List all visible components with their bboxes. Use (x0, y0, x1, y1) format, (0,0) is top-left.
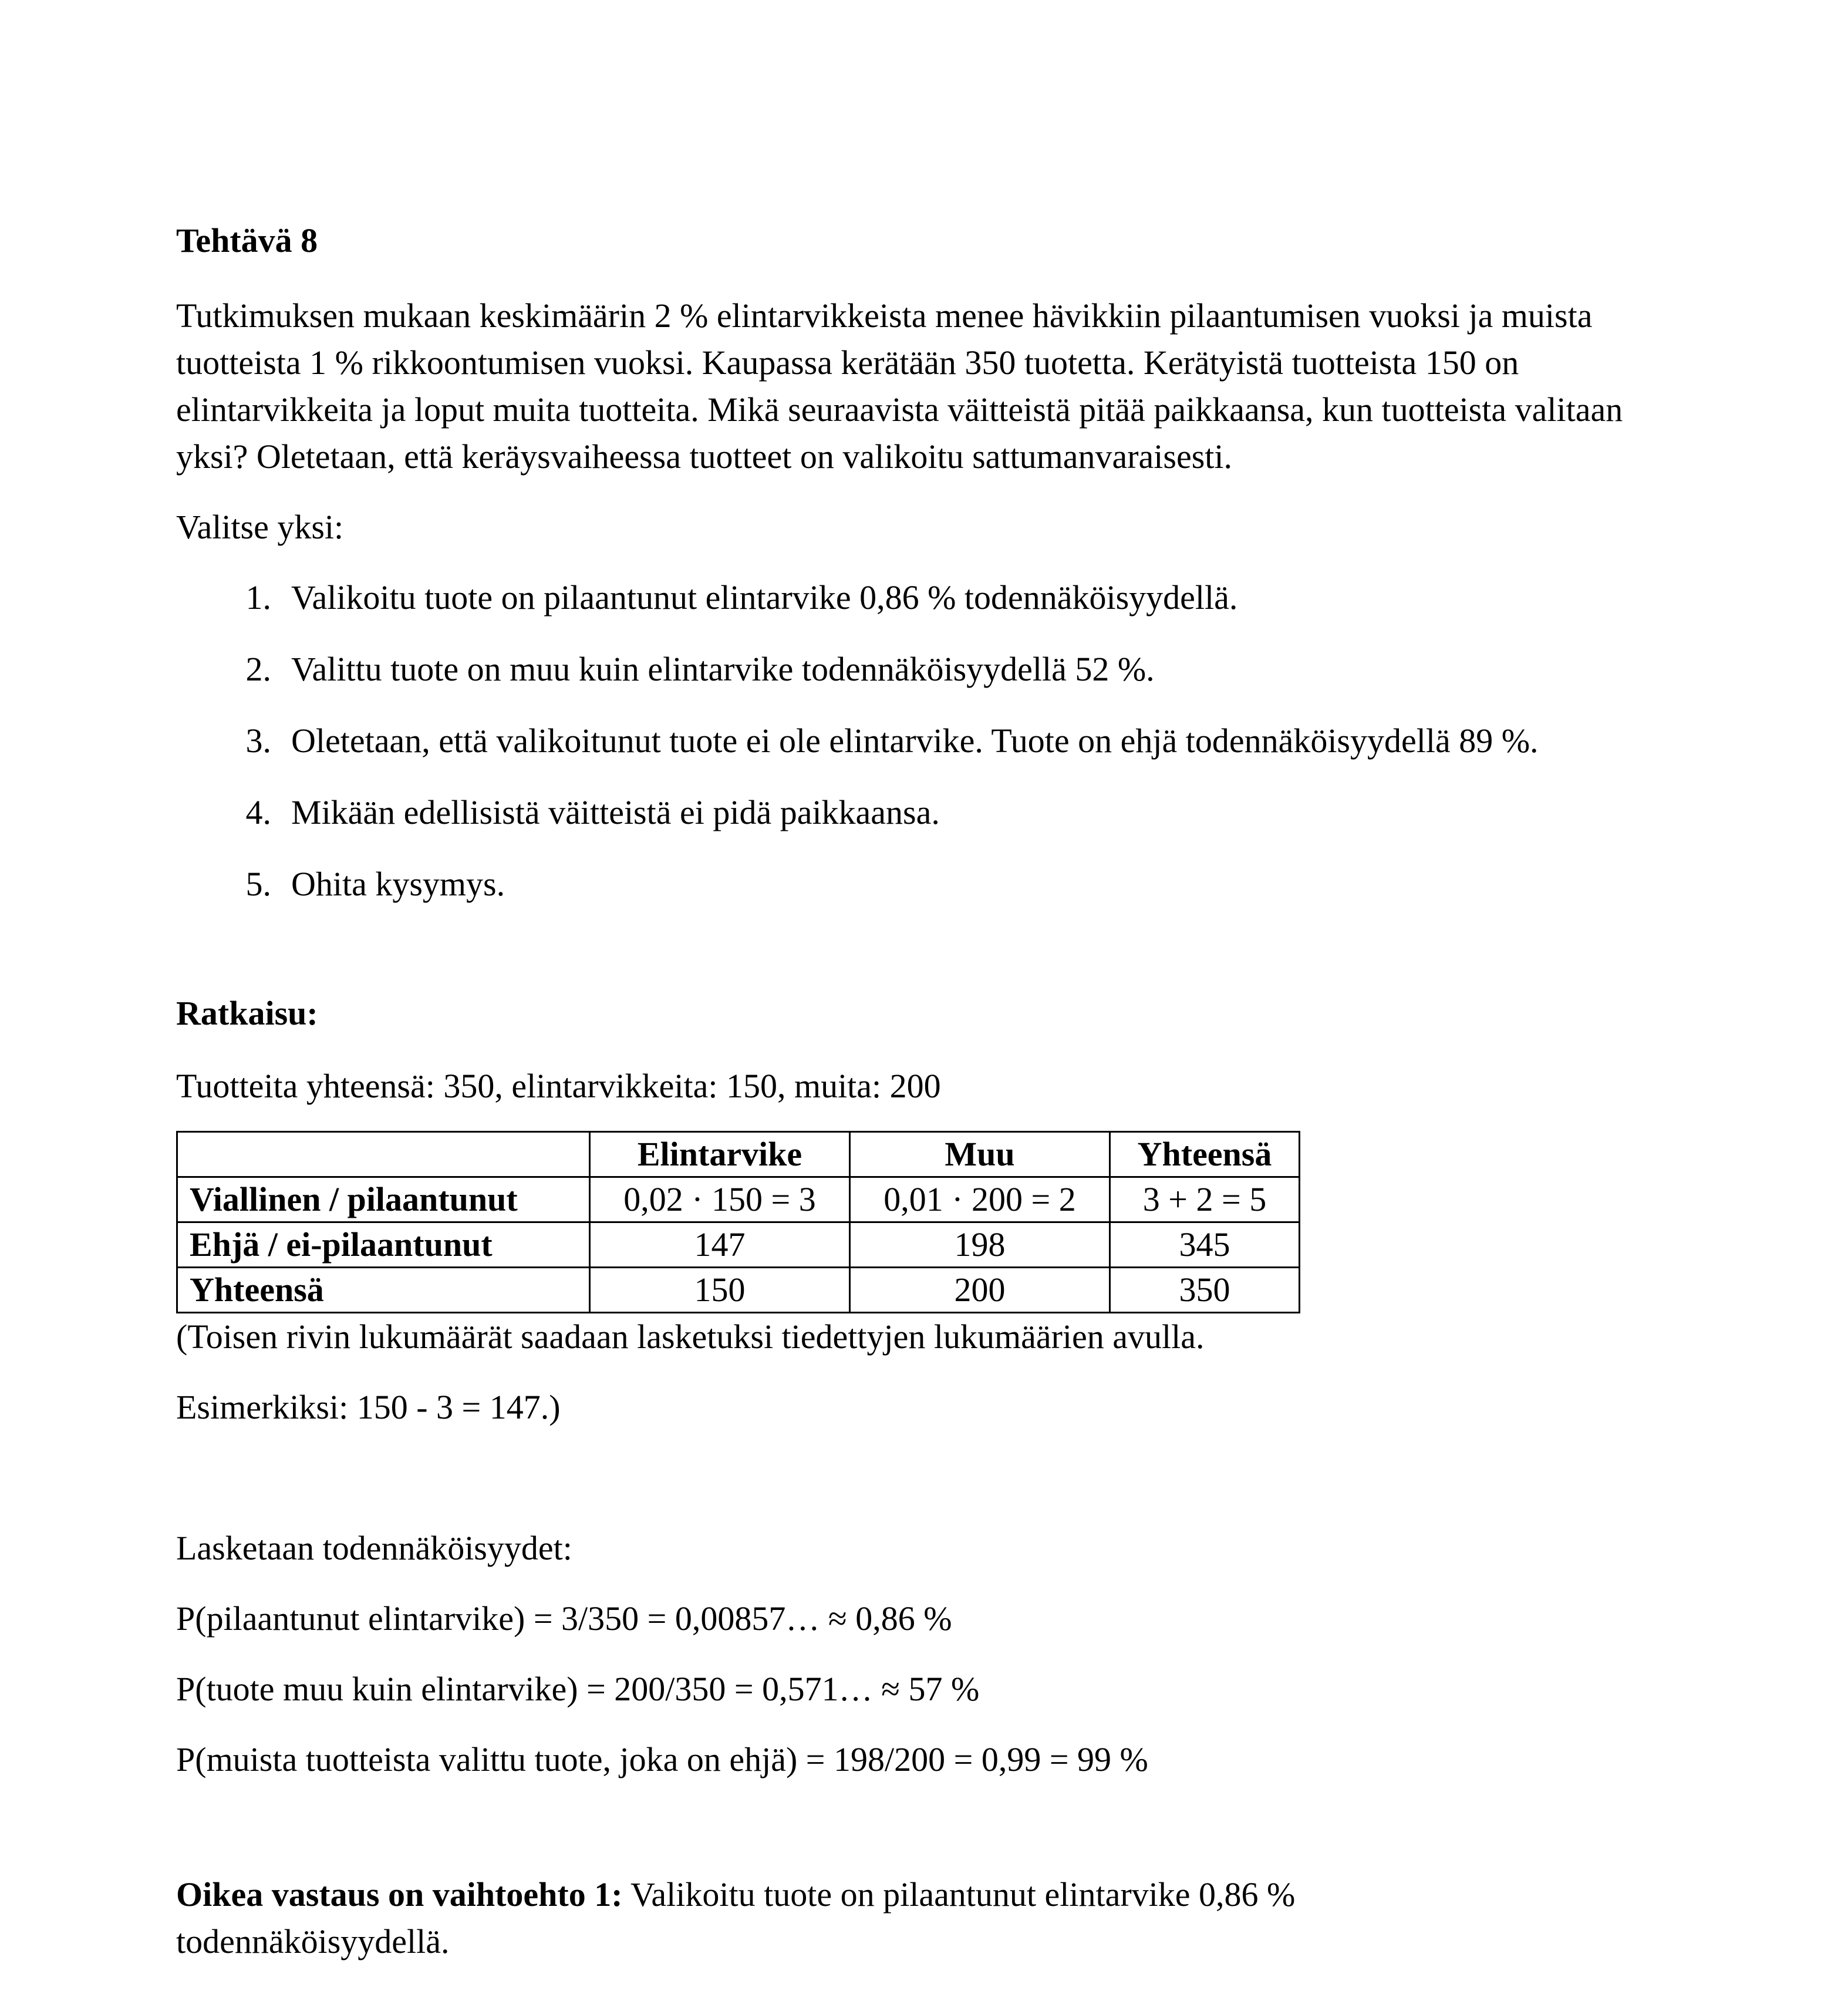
table-header-row (177, 1132, 1300, 1177)
document-page (176, 217, 1679, 1965)
option-number: 2. (245, 650, 271, 688)
option-4 (176, 789, 1679, 836)
table-note-line-1: (Toisen rivin lukumäärät saadaan lasketuksi tiedettyjen lukumäärien avulla. (176, 1318, 1205, 1356)
table-cell: 0,01 · 200 = 2 (850, 1177, 1110, 1222)
option-text: Ohita kysymys. (291, 865, 505, 903)
table-cell: 3 + 2 = 5 (1110, 1177, 1300, 1222)
calculation-line: P(tuote muu kuin elintarvike) = 200/350 = 0,571… ≈ 57 % (176, 1670, 980, 1708)
table-header-cell: Yhteensä (1110, 1132, 1300, 1177)
task-description: Tutkimuksen mukaan keskimäärin 2 % elintarvikkeista menee hävikkiin pilaantumisen vuoksi ja muista tuotteista 1 % rikkoontumisen vuoksi. Kaupassa kerätään 350 tuotetta. Kerätyistä tuotteista 150 on elintarvikkeita ja loput muita tuotteita. Mikä seuraavista väitteistä pitää paikkaansa, kun tuotteista valitaan yksi? Oletetaan, että keräysvaiheessa tuotteet on valikoitu sattumanvaraisesti. (176, 297, 1623, 476)
task-title: Tehtävä 8 (176, 221, 318, 260)
answer-options-list (176, 574, 1679, 908)
calculation-line: P(pilaantunut elintarvike) = 3/350 = 0,00857… ≈ 0,86 % (176, 1599, 952, 1638)
table-row-header: Ehjä / ei-pilaantunut (177, 1222, 590, 1268)
contingency-table (176, 1131, 1300, 1313)
solution-heading: Ratkaisu: (176, 994, 318, 1032)
table-row (177, 1268, 1300, 1313)
table-note-line-2: Esimerkiksi: 150 - 3 = 147.) (176, 1388, 561, 1426)
option-2 (176, 646, 1679, 693)
option-text: Oletetaan, että valikoitunut tuote ei ole elintarvike. Tuote on ehjä todennäköisyydellä 89 %. (291, 722, 1539, 760)
option-number: 4. (245, 793, 271, 831)
option-5 (176, 861, 1679, 908)
table-cell: 200 (850, 1268, 1110, 1313)
table-row (177, 1222, 1300, 1268)
calculation-line: P(muista tuotteista valittu tuote, joka on ehjä) = 198/200 = 0,99 = 99 % (176, 1740, 1148, 1778)
table-header-cell (177, 1132, 590, 1177)
table-cell: 345 (1110, 1222, 1300, 1268)
table-cell: 150 (590, 1268, 850, 1313)
calculations-heading: Lasketaan todennäköisyydet: (176, 1529, 572, 1567)
table-cell: 147 (590, 1222, 850, 1268)
table-header-cell: Muu (850, 1132, 1110, 1177)
option-number: 1. (245, 578, 271, 617)
correct-answer-text: Valikoitu tuote on pilaantunut elintarvike 0,86 % todennäköisyydellä. (176, 1875, 1296, 1960)
table-row (177, 1177, 1300, 1222)
correct-answer-label: Oikea vastaus on vaihtoehto 1: (176, 1875, 623, 1914)
choose-one-prompt: Valitse yksi: (176, 508, 344, 546)
option-number: 5. (245, 865, 271, 903)
table-cell: 350 (1110, 1268, 1300, 1313)
table-row-header: Yhteensä (177, 1268, 590, 1313)
option-text: Valittu tuote on muu kuin elintarvike todennäköisyydellä 52 %. (291, 650, 1155, 688)
option-number: 3. (245, 722, 271, 760)
table-cell: 198 (850, 1222, 1110, 1268)
option-1 (176, 574, 1679, 621)
option-3 (176, 717, 1679, 764)
solution-summary: Tuotteita yhteensä: 350, elintarvikkeita: 150, muita: 200 (176, 1067, 941, 1105)
option-text: Valikoitu tuote on pilaantunut elintarvike 0,86 % todennäköisyydellä. (291, 578, 1238, 617)
table-row-header: Viallinen / pilaantunut (177, 1177, 590, 1222)
option-text: Mikään edellisistä väitteistä ei pidä paikkaansa. (291, 793, 940, 831)
table-header-cell: Elintarvike (590, 1132, 850, 1177)
table-cell: 0,02 · 150 = 3 (590, 1177, 850, 1222)
correct-answer (176, 1871, 1526, 1965)
